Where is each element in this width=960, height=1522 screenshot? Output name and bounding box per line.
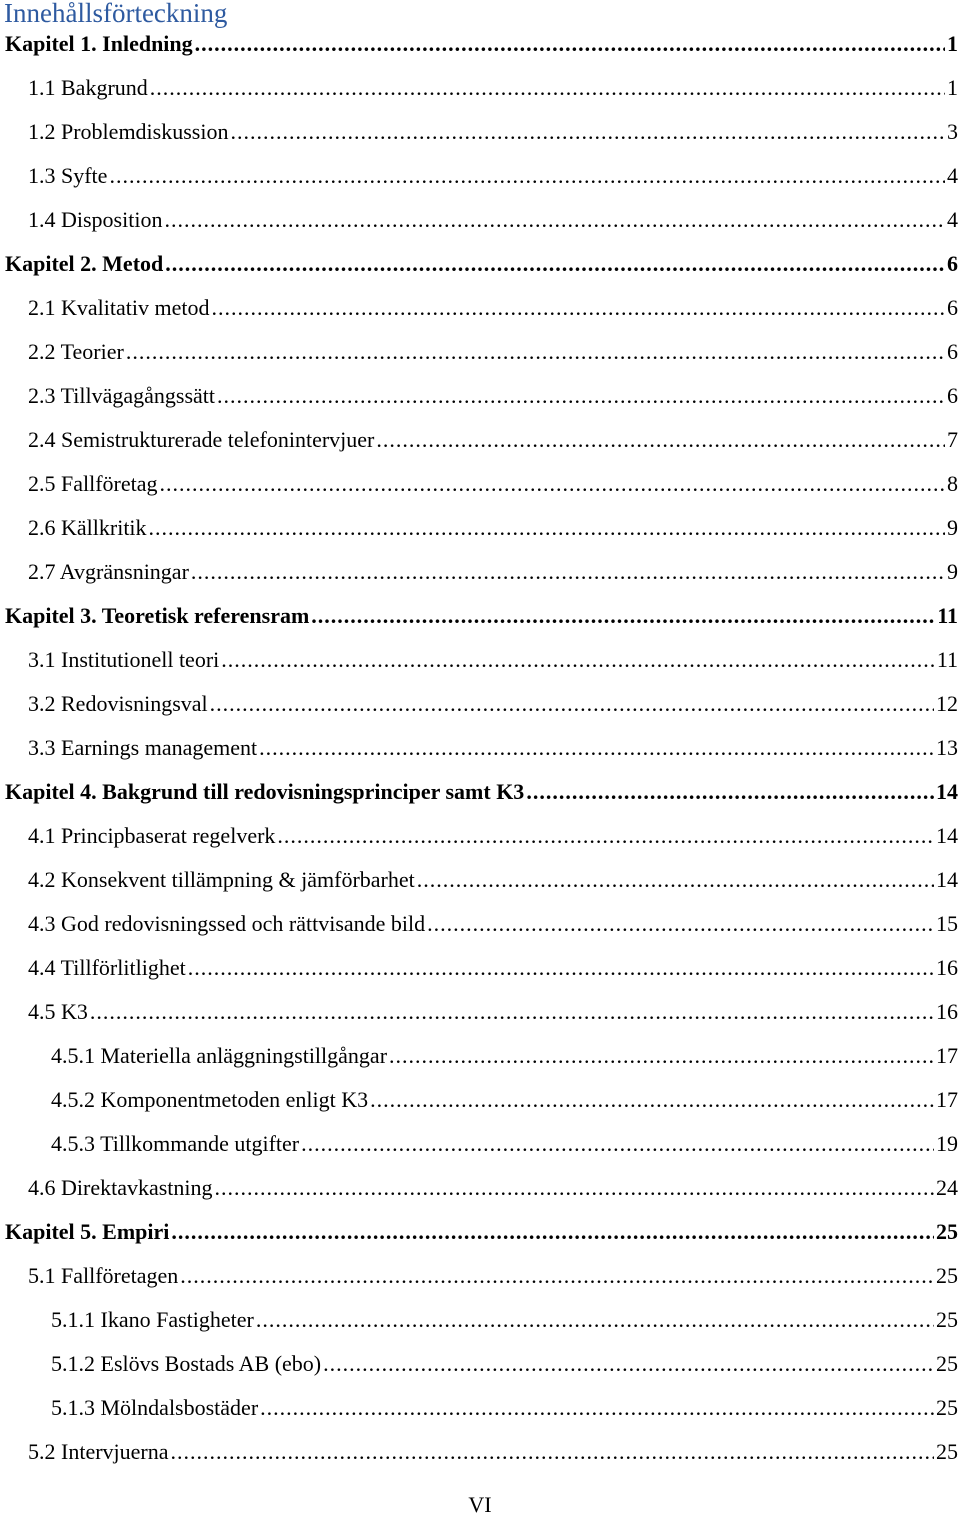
dot-leader [427, 902, 934, 946]
dot-leader [230, 110, 945, 154]
toc-entry-label: 2.4 Semistrukturerade telefonintervjuer [28, 427, 375, 452]
toc-entry[interactable] [0, 1342, 960, 1386]
dot-leader [191, 550, 945, 594]
toc-entry[interactable] [0, 1078, 960, 1122]
toc-entry-label: 5.1.2 Eslövs Bostads AB (ebo) [51, 1351, 322, 1376]
toc-entry-page: 11 [937, 603, 958, 628]
toc-entry-page: 19 [936, 1131, 958, 1156]
dot-leader [90, 990, 934, 1034]
toc-entry[interactable] [0, 22, 960, 66]
dot-leader [259, 726, 934, 770]
toc-entry-page: 25 [936, 1439, 958, 1464]
toc-entry-label: Kapitel 4. Bakgrund till redovisningsprinciper samt K3 [5, 779, 525, 804]
dot-leader [211, 286, 945, 330]
toc-entry-label: 5.1 Fallföretagen [28, 1263, 179, 1288]
toc-entry-label: 1.4 Disposition [28, 207, 163, 232]
dot-leader [150, 66, 945, 110]
toc-entry[interactable] [0, 1298, 960, 1342]
toc-entry-page: 9 [947, 515, 958, 540]
toc-entry[interactable] [0, 946, 960, 990]
toc-entry[interactable] [0, 1166, 960, 1210]
toc-entry-page: 25 [936, 1219, 958, 1244]
toc-entry-label: 5.2 Intervjuerna [28, 1439, 169, 1464]
toc-entry[interactable] [0, 638, 960, 682]
toc-entry-page: 4 [947, 207, 958, 232]
toc-entry-page: 7 [947, 427, 958, 452]
toc-entry[interactable] [0, 594, 960, 638]
toc-entry-page: 12 [936, 691, 958, 716]
dot-leader [164, 198, 945, 242]
toc-entry-label: 4.2 Konsekvent tillämpning & jämförbarhet [28, 867, 415, 892]
toc-entry[interactable] [0, 1254, 960, 1298]
toc-entry[interactable] [0, 550, 960, 594]
dot-leader [215, 1166, 934, 1210]
toc-entry-label: 3.1 Institutionell teori [28, 647, 220, 672]
toc-entry-page: 11 [936, 647, 958, 672]
toc-entry-page: 8 [947, 471, 958, 496]
toc-entry[interactable] [0, 1122, 960, 1166]
table-of-contents [0, 22, 960, 1474]
toc-title: Innehållsförteckning [4, 0, 228, 28]
dot-leader [277, 814, 934, 858]
dot-leader [217, 374, 945, 418]
toc-entry-label: 1.1 Bakgrund [28, 75, 148, 100]
toc-entry[interactable] [0, 506, 960, 550]
toc-entry-page: 25 [936, 1351, 958, 1376]
dot-leader [165, 242, 945, 286]
toc-entry-page: 1 [947, 31, 958, 56]
toc-entry[interactable] [0, 66, 960, 110]
toc-entry[interactable] [0, 1034, 960, 1078]
toc-entry-page: 13 [936, 735, 958, 760]
toc-entry[interactable] [0, 418, 960, 462]
dot-leader [180, 1254, 934, 1298]
toc-entry-label: 4.5.2 Komponentmetoden enligt K3 [51, 1087, 369, 1112]
toc-entry[interactable] [0, 990, 960, 1034]
toc-entry-page: 1 [947, 75, 958, 100]
toc-entry-label: 1.3 Syfte [28, 163, 108, 188]
toc-entry-page: 14 [936, 867, 958, 892]
dot-leader [301, 1122, 934, 1166]
toc-entry[interactable] [0, 198, 960, 242]
toc-entry-label: 4.5 K3 [28, 999, 88, 1024]
toc-entry-label: 2.5 Fallföretag [28, 471, 158, 496]
dot-leader [195, 22, 945, 66]
toc-entry-label: Kapitel 2. Metod [5, 251, 164, 276]
dot-leader [126, 330, 945, 374]
toc-entry-label: Kapitel 5. Empiri [5, 1219, 170, 1244]
toc-entry[interactable] [0, 154, 960, 198]
toc-entry-page: 6 [947, 251, 958, 276]
toc-entry-page: 6 [947, 383, 958, 408]
toc-entry[interactable] [0, 814, 960, 858]
toc-entry-label: 4.1 Principbaserat regelverk [28, 823, 276, 848]
toc-entry-label: 4.5.3 Tillkommande utgifter [51, 1131, 300, 1156]
page-number: VI [468, 1492, 492, 1517]
dot-leader [171, 1210, 934, 1254]
toc-entry-page: 3 [947, 119, 958, 144]
dot-leader [311, 594, 935, 638]
toc-entry-page: 24 [936, 1175, 958, 1200]
toc-entry-label: 2.7 Avgränsningar [28, 559, 189, 584]
toc-entry[interactable] [0, 286, 960, 330]
dot-leader [260, 1386, 934, 1430]
dot-leader [389, 1034, 934, 1078]
dot-leader [171, 1430, 935, 1474]
toc-entry-label: 3.3 Earnings management [28, 735, 258, 760]
toc-entry-page: 16 [936, 955, 958, 980]
toc-entry[interactable] [0, 1210, 960, 1254]
toc-entry[interactable] [0, 374, 960, 418]
toc-entry[interactable] [0, 770, 960, 814]
toc-entry[interactable] [0, 902, 960, 946]
toc-entry-label: Kapitel 3. Teoretisk referensram [5, 603, 310, 628]
toc-entry[interactable] [0, 858, 960, 902]
toc-entry-page: 15 [936, 911, 958, 936]
dot-leader [210, 682, 934, 726]
dot-leader [256, 1298, 934, 1342]
toc-entry[interactable] [0, 726, 960, 770]
toc-entry-page: 14 [936, 779, 958, 804]
toc-entry-page: 17 [936, 1043, 958, 1068]
dot-leader [149, 506, 945, 550]
dot-leader [188, 946, 934, 990]
toc-entry[interactable] [0, 330, 960, 374]
toc-entry-label: 3.2 Redovisningsval [28, 691, 208, 716]
toc-entry-label: 4.6 Direktavkastning [28, 1175, 213, 1200]
toc-entry-page: 6 [947, 295, 958, 320]
dot-leader [323, 1342, 934, 1386]
toc-entry-label: 2.2 Teorier [28, 339, 124, 364]
toc-entry-label: 4.4 Tillförlitlighet [28, 955, 186, 980]
toc-entry[interactable] [0, 462, 960, 506]
toc-entry-label: 4.5.1 Materiella anläggningstillgångar [51, 1043, 388, 1068]
toc-entry[interactable] [0, 110, 960, 154]
toc-entry-label: 4.3 God redovisningssed och rättvisande bild [28, 911, 426, 936]
dot-leader [417, 858, 934, 902]
toc-entry[interactable] [0, 1430, 960, 1474]
toc-entry-page: 9 [947, 559, 958, 584]
toc-entry-page: 6 [947, 339, 958, 364]
toc-entry-label: 5.1.1 Ikano Fastigheter [51, 1307, 254, 1332]
toc-entry[interactable] [0, 242, 960, 286]
toc-entry[interactable] [0, 1386, 960, 1430]
toc-entry-page: 14 [936, 823, 958, 848]
dot-leader [376, 418, 945, 462]
toc-entry-page: 17 [936, 1087, 958, 1112]
toc-entry-page: 4 [947, 163, 958, 188]
toc-entry-page: 25 [936, 1395, 958, 1420]
dot-leader [160, 462, 945, 506]
toc-entry[interactable] [0, 682, 960, 726]
dot-leader [109, 154, 945, 198]
toc-entry-label: 5.1.3 Mölndalsbostäder [51, 1395, 259, 1420]
dot-leader [526, 770, 934, 814]
toc-entry-page: 25 [936, 1307, 958, 1332]
toc-entry-label: 2.3 Tillvägagångssätt [28, 383, 216, 408]
toc-entry-label: Kapitel 1. Inledning [5, 31, 193, 56]
toc-entry-page: 25 [936, 1263, 958, 1288]
toc-entry-label: 2.1 Kvalitativ metod [28, 295, 210, 320]
toc-entry-label: 2.6 Källkritik [28, 515, 147, 540]
dot-leader [370, 1078, 934, 1122]
toc-entry-page: 16 [936, 999, 958, 1024]
toc-entry-label: 1.2 Problemdiskussion [28, 119, 229, 144]
dot-leader [221, 638, 935, 682]
